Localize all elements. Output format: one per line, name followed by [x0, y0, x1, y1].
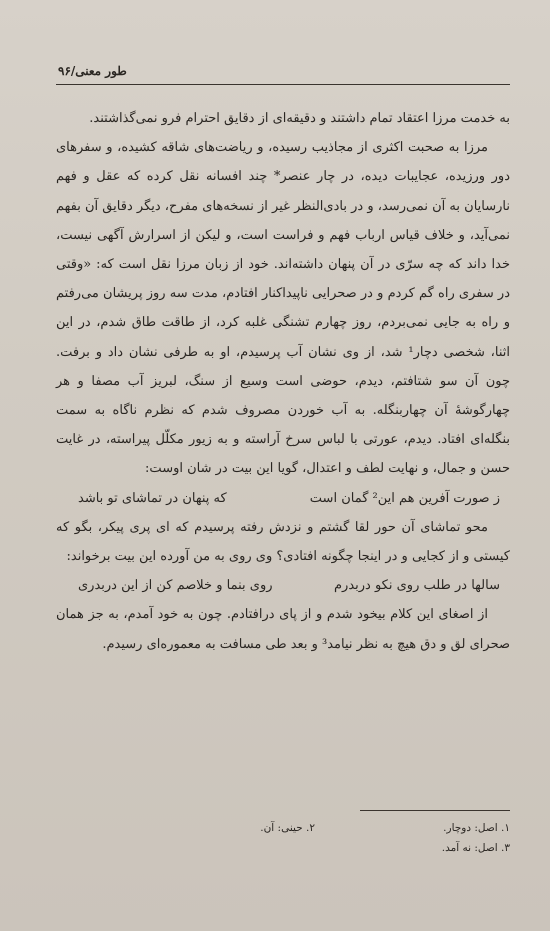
footnote-row-1 — [120, 818, 510, 838]
footnotes — [120, 818, 510, 858]
paragraph-2: مرزا به صحبت اکثری از مجاذیب رسیده، و ریاضت‌های شاقه کشیده، و سفرهای دور ورزیده، عجایبات دیده، در چار عنصر* چند افسانه نقل کرده که عقل و فهم نارسایان به آن نمی‌رسد، و در بادی‌النظر غیر از نسخه‌های مفرح، دیگر دقایق آن بفهم نمی‌آید، و خلاف قیاس ارباب فهم و فراست است، و لیکن از اسرارش آگهی نیست، خدا داند که چه سرّی در آن پنهان داشته‌اند. خود از زبان مرزا نقل است که: «وقتی در سفری راه گم کردم و در صحرایی ناپیداکنار افتادم، مدت سه روز پریشان می‌رفتم و راه به جایی نمی‌بردم، روز چهارم تشنگی غلبه کرد، از طاقت طاق شدم، در این اثنا، شخصی دچار¹ شد، از وی نشان آب پرسیدم، او به طرفی نشان داد و برفت. چون آن سو شتافتم، دیدم، حوضی است وسیع از سنگ، لبریز آب مصفا و هر چهارگوشهٔ آن چهاربنگله. به آب خوردن مصروف شدم که نظرم ناگاه به سمت بنگله‌ای افتاد. دیدم، عورتی با لباس سرخ آراسته و به زیور مکلّل پیراسته، در غایت حسن و جمال، و نهایت لطف و اعتدال، گویا این بیت در شان اوست: — [56, 140, 510, 477]
footnote-2: ۲. حینی: آن. — [260, 822, 315, 834]
verse-1 — [56, 484, 510, 513]
verse-2-hemistich-a: سالها در طلب روی نکو دربدرم — [334, 578, 500, 594]
header-rule — [56, 84, 510, 85]
paragraph-3: محو تماشای آن حور لقا گشتم و نزدش رفته پرسیدم که ای پری پیکر، بگو که کیستی و از کجایی و در اینجا چگونه افتادی؟ وی روی به من آورده این بیت برخواند: — [56, 519, 510, 565]
footnote-3: ۳. اصل: نه آمد. — [441, 842, 510, 854]
footnote-1: ۱. اصل: دوچار. — [443, 822, 510, 834]
verse-2-hemistich-b: روی بنما و خلاصم کن از این دربدری — [78, 578, 273, 594]
footnote-rule — [360, 810, 510, 811]
running-head: طور معنی/۹۶ — [58, 64, 127, 78]
footnote-row-2 — [120, 838, 510, 858]
verse-1-hemistich-b: که پنهان در تماشای تو باشد — [78, 490, 227, 506]
verse-1-hemistich-a: ز صورت آفرین هم این² گمان است — [309, 490, 500, 506]
body-text — [56, 104, 510, 659]
paragraph-1: به خدمت مرزا اعتقاد تمام داشتند و دقیقه‌ای از دقایق احترام فرو نمی‌گذاشتند. — [89, 111, 510, 126]
verse-2 — [56, 571, 510, 600]
paragraph-4: از اصغای این کلام بیخود شدم و از پای درافتادم. چون به خود آمدم، به جز همان صحرای لق و دق هیچ به نظر نیامد³ و بعد طی مسافت به معموره‌ای رسیدم. — [56, 607, 510, 652]
